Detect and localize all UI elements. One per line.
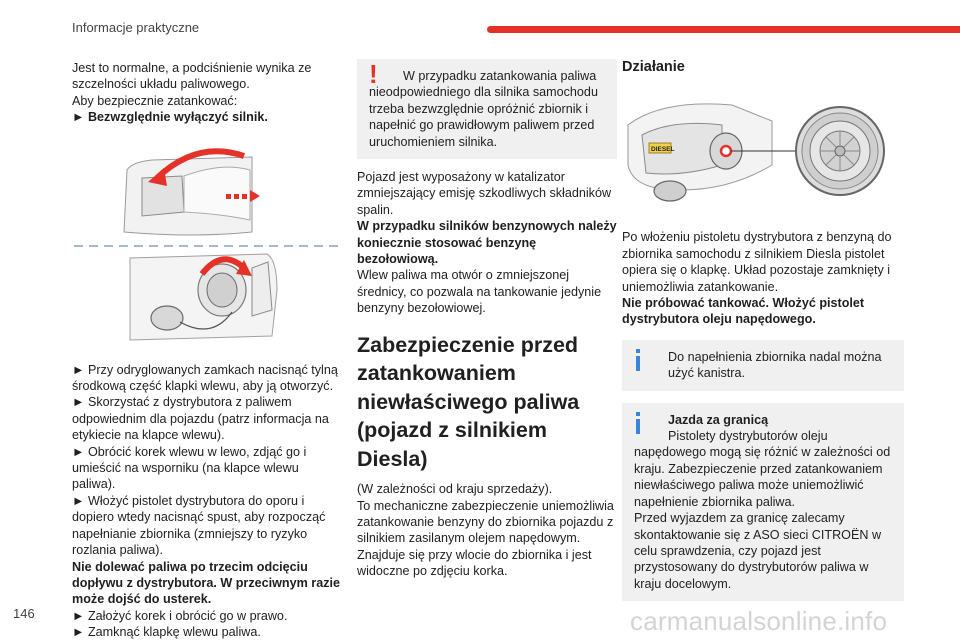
info-box (622, 340, 904, 391)
warning-box (357, 59, 617, 159)
exclamation-icon: ! (369, 59, 378, 89)
info-icon (636, 412, 640, 434)
info-text: Przed wyjazdem za granicę zalecamy skontaktowanie się z ASO sieci CITROËN w celu sprawdzenia, czy pojazd jest przystosowany do dystrybutorów paliwa w kraju docelowym. (634, 511, 882, 591)
column-2 (357, 59, 617, 580)
info-text: Pistolety dystrybutorów oleju napędowego mogą się różnić w zależności od kraju. Zabezpieczenie przed zatankowaniem niewłaściwego paliwa może uniemożliwić napełnienie zbiornika paliwa. (634, 429, 891, 509)
paragraph: ► Włożyć pistolet dystrybutora do oporu i dopiero wtedy nacisnąć spust, aby rozpocząć napełnianie zbiornika (zmniejszy to ryzyko rozlania paliwa). (72, 493, 326, 558)
warning-text-bold: Nie dolewać paliwa po trzecim odcięciu dopływu z dystrybutora. W przeciwnym razie może dojść do usterek. (72, 559, 341, 607)
page-number: 146 (13, 606, 35, 621)
paragraph: ► Obrócić korek wlewu w lewo, zdjąć go i umieścić na wsporniku (na klapce wlewu paliwa). (72, 444, 307, 492)
info-text: Do napełnienia zbiornika nadal można użyć kanistra. (668, 349, 882, 381)
diesel-label: DIESEL (651, 146, 675, 154)
info-icon (636, 349, 640, 371)
fuel-flap-illustration (72, 140, 344, 350)
paragraph: (W zależności od kraju sprzedaży). (357, 482, 553, 497)
paragraph: ► Skorzystać z dystrybutora z paliwem odpowiednim dla pojazdu (patrz informacja na etykiecie na klapce wlewu). (72, 395, 329, 443)
info-title: Jazda za granicą (668, 412, 769, 427)
paragraph: ► Założyć korek i obrócić go w prawo. (72, 608, 288, 623)
misfuel-device-drawing (622, 85, 894, 215)
paragraph: Znajduje się przy wlocie do zbiornika i jest widoczne po zdjęciu korka. (357, 547, 592, 579)
paragraph: Wlew paliwa ma otwór o zmniejszonej średnicy, co pozwala na tankowanie jedynie benzyny bezołowiowej. (357, 268, 602, 316)
paragraph-bold: Nie próbować tankować. Włożyć pistolet dystrybutora oleju napędowego. (622, 296, 865, 327)
misfuel-device-illustration (622, 85, 894, 215)
paragraph: ► Przy odryglowanych zamkach nacisnąć tylną środkową część klapki wlewu, aby ją otworzyć. (72, 362, 338, 394)
watermark: carmanualsonline.info (630, 606, 888, 636)
paragraph: Po włożeniu pistoletu dystrybutora z benzyną do zbiornika samochodu z silnikiem Diesla pistolet opiera się o klapkę. Układ pozostaje zamknięty i uniemożliwia zatankowanie. (622, 230, 892, 294)
header-accent-bar (487, 26, 960, 33)
instruction-bold: ► Bezwzględnie wyłączyć silnik. (72, 110, 268, 125)
column-3 (622, 59, 904, 601)
paragraph: Jest to normalne, a podciśnienie wynika ze szczelności układu paliwowego. (72, 61, 312, 92)
paragraph: To mechaniczne zabezpieczenie uniemożliwia zatankowanie benzyny do zbiornika pojazdu z silnikiem zasilanym olejem napędowym. (357, 498, 614, 546)
subsection-heading: Działanie (622, 59, 685, 75)
paragraph-bold: W przypadku silników benzynowych należy koniecznie stosować benzynę bezołowiową. (357, 219, 617, 267)
info-box-abroad (622, 403, 904, 601)
paragraph: Aby bezpiecznie zatankować: (72, 93, 238, 108)
fuel-flap-drawing (72, 140, 344, 350)
warning-text: W przypadku zatankowania paliwa nieodpowiedniego dla silnika samochodu trzeba bezwzględnie opróżnić zbiornik i napełnić go prawidłowym paliwem przed uruchomieniem silnika. (369, 69, 598, 149)
column-1 (72, 60, 344, 641)
paragraph: Pojazd jest wyposażony w katalizator zmniejszający emisję szkodliwych składników spalin. (357, 170, 612, 217)
paragraph: ► Zamknąć klapkę wlewu paliwa. (72, 625, 261, 640)
section-heading: Zabezpieczenie przed zatankowaniem niewłaściwego paliwa (pojazd z silnikiem Diesla) (357, 332, 580, 471)
header-title: Informacje praktyczne (72, 20, 200, 35)
